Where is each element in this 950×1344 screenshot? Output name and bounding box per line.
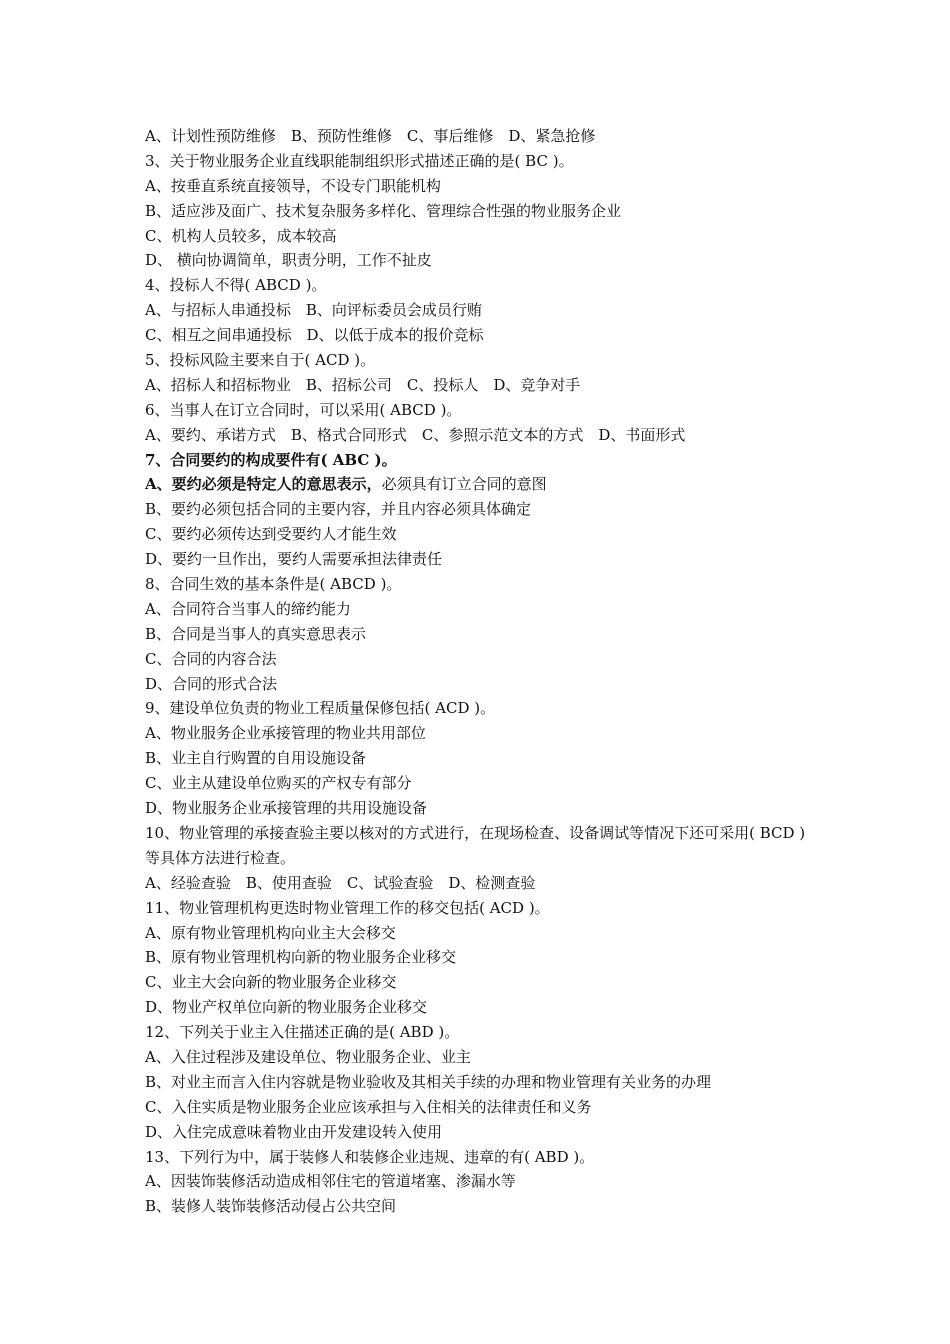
text-line: A、合同符合当事人的缔约能力 <box>145 599 351 618</box>
text-line: A、与招标人串通投标 B、向评标委员会成员行贿 <box>145 301 482 320</box>
question-11: 11、物业管理机构更迭时物业管理工作的移交包括( ACD )。 <box>145 898 550 917</box>
question-12: 12、下列关于业主入住描述正确的是( ABD )。 <box>145 1023 460 1042</box>
text-line: D、物业服务企业承接管理的共用设施设备 <box>145 799 428 818</box>
text-line: D、 横向协调简单，职责分明，工作不扯皮 <box>145 251 432 270</box>
text-line: C、入住实质是物业服务企业应该承担与入住相关的法律责任和义务 <box>145 1097 592 1116</box>
question-5: 5、投标风险主要来自于( ACD )。 <box>145 351 376 370</box>
text-line: C、相互之间串通投标 D、以低于成本的报价竞标 <box>145 326 484 345</box>
text-line: A、物业服务企业承接管理的物业共用部位 <box>145 724 426 743</box>
question-13: 13、下列行为中，属于装修人和装修企业违规、违章的有( ABD )。 <box>145 1147 595 1166</box>
text-span: 必须具有订立合同的意图 <box>381 475 547 494</box>
text-line: A、经验查验 B、使用查验 C、试验查验 D、检测查验 <box>145 873 536 892</box>
text-line: A、入住过程涉及建设单位、物业服务企业、业主 <box>145 1047 471 1066</box>
question-10: 10、物业管理的承接查验主要以核对的方式进行，在现场检查、设备调试等情况下还可采用( BCD ) <box>145 823 806 842</box>
question-4: 4、投标人不得( ABCD )。 <box>145 276 327 295</box>
text-line: B、对业主而言入住内容就是物业验收及其相关手续的办理和物业管理有关业务的办理 <box>145 1072 712 1091</box>
bold-phrase: A、要约必须是特定人的意思表示， <box>145 475 382 494</box>
text-line: C、业主大会向新的物业服务企业移交 <box>145 973 397 992</box>
text-line: A、招标人和招标物业 B、招标公司 C、投标人 D、竞争对手 <box>145 375 581 394</box>
text-line: A、因装饰装修活动造成相邻住宅的管道堵塞、渗漏水等 <box>145 1172 516 1191</box>
question-9: 9、建设单位负责的物业工程质量保修包括( ACD )。 <box>145 699 496 718</box>
text-line: B、原有物业管理机构向新的物业服务企业移交 <box>145 948 457 967</box>
text-line: B、业主自行购置的自用设施设备 <box>145 749 367 768</box>
text-line: A、按垂直系统直接领导，不设专门职能机构 <box>145 176 441 195</box>
text-line: A、计划性预防维修 B、预防性维修 C、事后维修 D、紧急抢修 <box>145 127 596 145</box>
document-body <box>145 124 865 1219</box>
text-line: D、物业产权单位向新的物业服务企业移交 <box>145 998 428 1017</box>
text-line: D、合同的形式合法 <box>145 674 278 693</box>
text-line: B、合同是当事人的真实意思表示 <box>145 624 367 643</box>
question-6: 6、当事人在订立合同时，可以采用( ABCD )。 <box>145 400 462 419</box>
text-line: B、要约必须包括合同的主要内容，并且内容必须具体确定 <box>145 500 532 519</box>
text-line: C、业主从建设单位购买的产权专有部分 <box>145 774 412 793</box>
text-line: A、要约、承诺方式 B、格式合同形式 C、参照示范文本的方式 D、书面形式 <box>145 425 686 444</box>
text-line: C、要约必须传达到受要约人才能生效 <box>145 525 397 544</box>
text-line: A、原有物业管理机构向业主大会移交 <box>145 923 396 942</box>
text-line: C、机构人员较多，成本较高 <box>145 226 337 245</box>
text-line: D、要约一旦作出，要约人需要承担法律责任 <box>145 550 443 569</box>
text-line: C、合同的内容合法 <box>145 649 277 668</box>
text-line: B、装修人装饰装修活动侵占公共空间 <box>145 1197 397 1216</box>
question-3: 3、关于物业服务企业直线职能制组织形式描述正确的是( BC )。 <box>145 151 574 170</box>
text-line: D、入住完成意味着物业由开发建设转入使用 <box>145 1122 443 1141</box>
text-line: B、适应涉及面广、技术复杂服务多样化、管理综合性强的物业服务企业 <box>145 201 622 220</box>
question-7: 7、合同要约的构成要件有( ABC )。 <box>145 450 397 469</box>
question-8: 8、合同生效的基本条件是( ABCD )。 <box>145 575 402 594</box>
text-line: 等具体方法进行检查。 <box>145 848 296 867</box>
text-line <box>145 472 865 497</box>
